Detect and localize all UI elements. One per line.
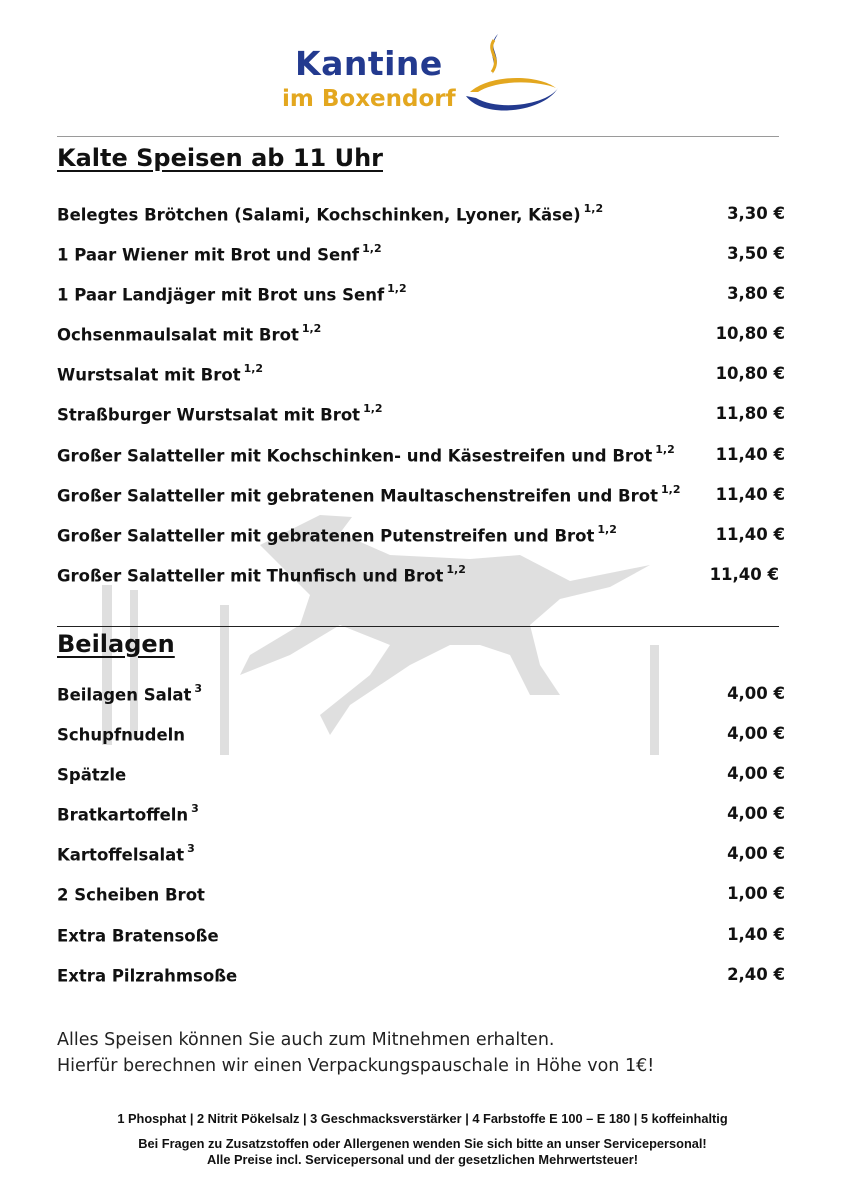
price-note: Alle Preise incl. Servicepersonal und der gesetzlichen Mehrwertsteuer! bbox=[207, 1152, 638, 1167]
additive-note: 1,2 bbox=[363, 402, 383, 416]
additive-note: 1,2 bbox=[243, 362, 264, 376]
menu-item bbox=[57, 320, 785, 360]
additive-note: 1,2 bbox=[661, 482, 681, 496]
menu-item-price: 11,40 € bbox=[709, 564, 779, 584]
menu-item bbox=[57, 400, 785, 440]
menu-item bbox=[57, 521, 785, 561]
menu-item-name: Großer Salatteller mit gebratenen Maultaschenstreifen und Brot $^{1,2}$ bbox=[57, 482, 681, 506]
menu-item-name: Großer Salatteller mit gebratenen Putenstreifen und Brot $^{1,2}$ bbox=[57, 522, 617, 546]
menu-item-price: 4,00 € bbox=[727, 804, 785, 824]
menu-item bbox=[57, 240, 785, 280]
logo-line1: Kantine bbox=[295, 44, 443, 83]
takeaway-note-line2: Hierfür berechnen wir einen Verpackungspauschale in Höhe von 1€! bbox=[57, 1056, 655, 1076]
steaming-bowl-icon bbox=[460, 28, 560, 118]
additive-note: 1,2 bbox=[446, 562, 466, 576]
menu-item-price: 1,40 € bbox=[727, 924, 785, 944]
menu-item bbox=[57, 280, 785, 320]
additive-note: 1,2 bbox=[362, 242, 382, 256]
menu-item-name: Extra Pilzrahmsoße bbox=[57, 966, 238, 986]
section-title-beilagen: Beilagen bbox=[57, 630, 175, 658]
menu-item-price: 4,00 € bbox=[727, 844, 785, 864]
additive-note: 3 bbox=[194, 682, 203, 695]
menu-item bbox=[57, 481, 785, 521]
menu-item-price: 3,50 € bbox=[727, 244, 785, 264]
menu-item bbox=[57, 441, 785, 481]
menu-item-price: 11,40 € bbox=[715, 524, 785, 544]
additive-note: 1,2 bbox=[583, 202, 604, 215]
takeaway-note-line1: Alles Speisen können Sie auch zum Mitnehmen erhalten. bbox=[57, 1030, 555, 1050]
additive-note: 1,2 bbox=[655, 442, 675, 456]
menu-list-beilagen bbox=[57, 680, 785, 1001]
menu-item-name: 2 Scheiben Brot bbox=[57, 885, 205, 905]
additive-note: 3 bbox=[191, 802, 199, 816]
menu-item-name: Großer Salatteller mit Thunfisch und Brot $^{1,2}$ bbox=[57, 562, 466, 586]
menu-list-kalte-speisen bbox=[57, 200, 785, 601]
takeaway-note bbox=[57, 1027, 654, 1079]
menu-item-name: 1 Paar Landjäger mit Brot uns Senf $^{1,2}$ bbox=[57, 282, 407, 305]
menu-item bbox=[57, 840, 785, 880]
additive-note: 1,2 bbox=[597, 522, 617, 536]
additive-note: 1,2 bbox=[301, 322, 322, 336]
menu-item-price: 3,80 € bbox=[727, 284, 785, 304]
menu-item bbox=[57, 961, 785, 1001]
kantine-logo bbox=[282, 28, 567, 118]
menu-item-price: 11,80 € bbox=[715, 404, 785, 424]
menu-item bbox=[57, 680, 785, 720]
additive-note: 3 bbox=[187, 842, 195, 856]
menu-item-name: Kartoffelsalat $^3$ bbox=[57, 842, 195, 865]
menu-item-name: Wurstsalat mit Brot $^{1,2}$ bbox=[57, 362, 264, 385]
menu-item-name: Schupfnudeln bbox=[57, 725, 186, 745]
section-divider bbox=[57, 626, 779, 627]
menu-item bbox=[57, 561, 785, 601]
logo-line2: im Boxendorf bbox=[282, 86, 456, 112]
menu-item bbox=[57, 760, 785, 800]
menu-item bbox=[57, 921, 785, 961]
menu-item-price: 3,30 € bbox=[727, 204, 785, 223]
menu-item-name: Spätzle bbox=[57, 765, 127, 785]
allergen-note: Bei Fragen zu Zusatzstoffen oder Allergenen wenden Sie sich bitte an unser Servicepersonal! bbox=[138, 1136, 707, 1151]
menu-item-name: Belegtes Brötchen (Salami, Kochschinken, Lyoner, Käse) $^{1,2}$ bbox=[57, 202, 604, 225]
section-title-kalte-speisen: Kalte Speisen ab 11 Uhr bbox=[57, 144, 383, 172]
additive-note: 1,2 bbox=[387, 282, 407, 296]
menu-item-price: 10,80 € bbox=[715, 364, 785, 384]
menu-item-price: 11,40 € bbox=[715, 444, 785, 464]
menu-item-name: Beilagen Salat $^3$ bbox=[57, 682, 203, 705]
menu-item-price: 11,40 € bbox=[715, 484, 785, 504]
menu-item-price: 1,00 € bbox=[727, 884, 785, 904]
menu-item bbox=[57, 800, 785, 840]
menu-item bbox=[57, 360, 785, 400]
menu-item-name: Großer Salatteller mit Kochschinken- und Käsestreifen und Brot $^{1,2}$ bbox=[57, 442, 675, 466]
menu-item bbox=[57, 200, 785, 240]
menu-item-name: 1 Paar Wiener mit Brot und Senf $^{1,2}$ bbox=[57, 242, 382, 265]
menu-item-name: Bratkartoffeln $^3$ bbox=[57, 802, 199, 825]
menu-item-price: 10,80 € bbox=[715, 324, 785, 344]
menu-item bbox=[57, 720, 785, 760]
menu-item-name: Straßburger Wurstsalat mit Brot $^{1,2}$ bbox=[57, 402, 383, 425]
menu-item-price: 2,40 € bbox=[727, 964, 785, 984]
top-divider bbox=[57, 136, 779, 137]
menu-item-name: Ochsenmaulsalat mit Brot $^{1,2}$ bbox=[57, 322, 322, 345]
menu-item-name: Extra Bratensoße bbox=[57, 926, 219, 946]
menu-item-price: 4,00 € bbox=[727, 724, 785, 744]
menu-item bbox=[57, 880, 785, 920]
menu-item-price: 4,00 € bbox=[727, 684, 785, 703]
menu-item-price: 4,00 € bbox=[727, 764, 785, 784]
additives-legend: 1 Phosphat | 2 Nitrit Pökelsalz | 3 Geschmacksverstärker | 4 Farbstoffe E 100 – E 180 | 5 koffeinhaltig bbox=[117, 1111, 728, 1126]
